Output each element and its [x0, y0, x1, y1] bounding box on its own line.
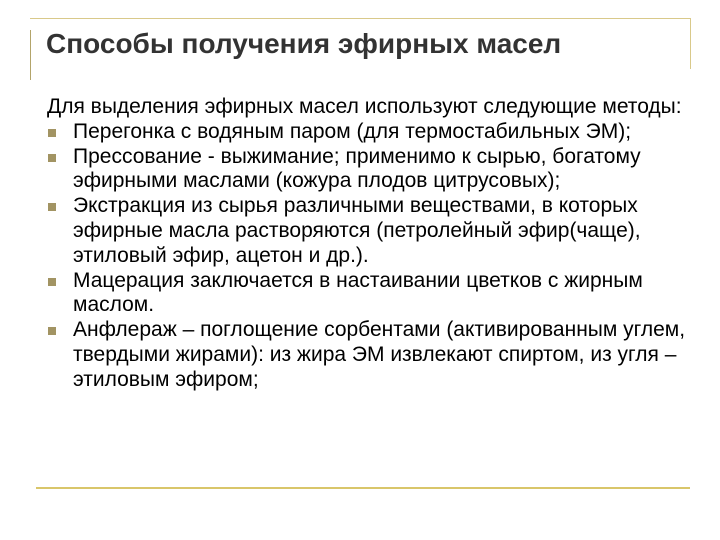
list-item-text: Прессование - выжимание; применимо к сырью, богатому эфирными маслами (кожура плодов цитрусовых);: [73, 144, 641, 193]
list-item: [47, 269, 687, 319]
slide-body: [47, 95, 687, 393]
list-item-text: Мацерация заключается в настаивании цветков с жирным маслом.: [73, 268, 643, 317]
methods-list: [47, 120, 687, 393]
list-item: [47, 194, 687, 268]
list-item-text: Анфлераж – поглощение сорбентами (активированным углем, твердыми жирами): из жира ЭМ извлекают спиртом, из угля – этиловым эфиром;: [73, 318, 686, 391]
square-bullet-icon: [48, 278, 56, 286]
square-bullet-icon: [48, 154, 56, 162]
slide-title: Способы получения эфирных масел: [46, 28, 562, 59]
square-bullet-icon: [48, 203, 56, 211]
bottom-divider: [36, 487, 690, 489]
list-item: [47, 318, 687, 392]
list-item-text: Перегонка с водяным паром (для термостабильных ЭМ);: [73, 119, 632, 143]
list-item: [47, 120, 687, 145]
intro-text: Для выделения эфирных масел используют следующие методы:: [47, 95, 682, 118]
list-item-text: Экстракция из сырья различными веществами, в которых эфирные масла растворяются (петролейный эфир(чаще), этиловый эфир, ацетон и др.).: [73, 194, 641, 267]
title-frame-left-edge: [30, 30, 31, 80]
square-bullet-icon: [48, 327, 56, 335]
square-bullet-icon: [48, 129, 56, 137]
list-item: [47, 145, 687, 195]
